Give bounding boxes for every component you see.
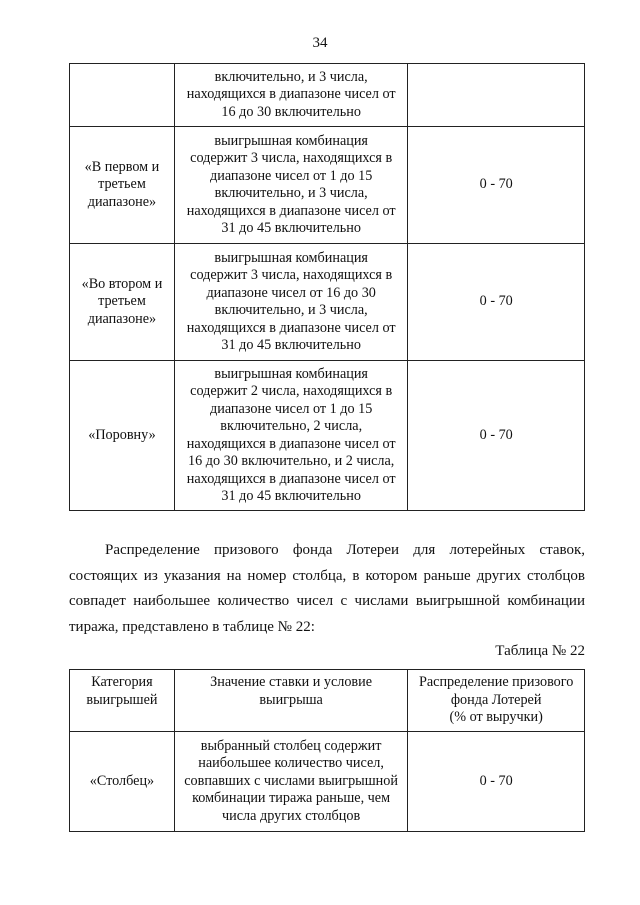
category-cell: «Столбец» [70, 732, 175, 832]
distribution-cell: 0 - 70 [408, 732, 585, 832]
condition-cell: выигрышная комбинация содержит 2 числа, находящихся в диапазоне чисел от 1 до 15 включительно, 2 числа, находящихся в диапазоне чисел от 16 до 30 включительно, и 2 числа, находящихся в диапазоне чисел от 31 до 45 включительно [174, 361, 408, 511]
body-paragraph: Распределение призового фонда Лотереи для лотерейных ставок, состоящих из указания на номер столбца, в котором раньше других столбцов совпадет наибольшее количество чисел с числами выигрышной комбинации тиража, представлено в таблице № 22: [69, 542, 585, 635]
header-distribution: Распределение призового фонда Лотерей (% от выручки) [408, 670, 585, 732]
table-caption: Таблица № 22 [495, 643, 585, 659]
table-row [70, 127, 585, 244]
condition-cell: выигрышная комбинация содержит 3 числа, находящихся в диапазоне чисел от 16 до 30 включительно, и 3 числа, находящихся в диапазоне чисел от 31 до 45 включительно [174, 244, 408, 361]
header-category: Категория выигрышей [70, 670, 175, 732]
table-row [70, 64, 585, 127]
distribution-cell: 0 - 70 [408, 361, 585, 511]
table-row [70, 361, 585, 511]
page-number: 34 [312, 35, 328, 51]
table-row [70, 244, 585, 361]
distribution-cell: 0 - 70 [408, 127, 585, 244]
distribution-cell: 0 - 70 [408, 244, 585, 361]
category-cell: «Поровну» [70, 361, 175, 511]
table-22 [69, 669, 585, 832]
category-cell [70, 64, 175, 127]
distribution-cell [408, 64, 585, 127]
condition-cell: включительно, и 3 числа, находящихся в диапазоне чисел от 16 до 30 включительно [174, 64, 408, 127]
category-cell: «Во втором и третьем диапазоне» [70, 244, 175, 361]
category-cell: «В первом и третьем диапазоне» [70, 127, 175, 244]
table-row [70, 732, 585, 832]
condition-cell: выигрышная комбинация содержит 3 числа, находящихся в диапазоне чисел от 1 до 15 включительно, и 3 числа, находящихся в диапазоне чисел от 31 до 45 включительно [174, 127, 408, 244]
table-header-row [70, 670, 585, 732]
prize-distribution-table-continued [69, 63, 585, 511]
header-condition: Значение ставки и условие выигрыша [174, 670, 407, 732]
condition-cell: выбранный столбец содержит наибольшее количество чисел, совпавших с числами выигрышной комбинации тиража раньше, чем числа других столбцов [174, 732, 407, 832]
